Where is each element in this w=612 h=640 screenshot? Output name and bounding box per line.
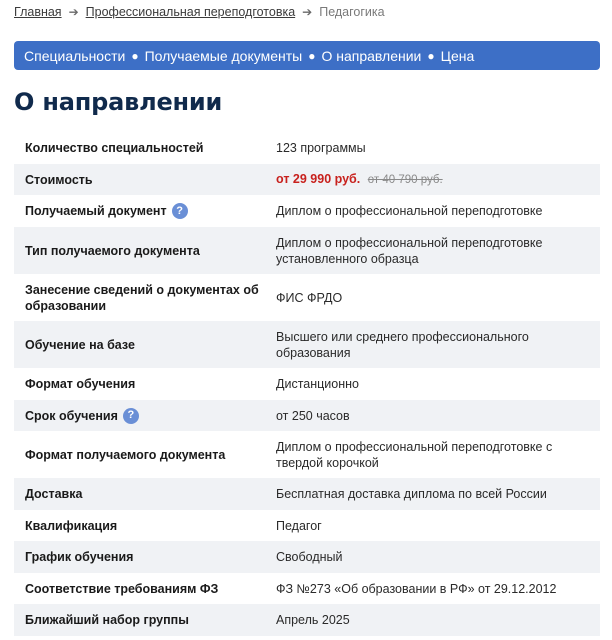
row-value: ФИС ФРДО (276, 290, 343, 305)
table-row (14, 400, 600, 431)
breadcrumb-current: Педагогика (319, 5, 385, 19)
dot-separator-icon: ● (427, 48, 435, 63)
row-value: 123 программы (276, 141, 366, 155)
row-value: Диплом о профессиональной переподготовке установленного образца (276, 235, 543, 266)
row-value: ФЗ №273 «Об образовании в РФ» от 29.12.2012 (276, 581, 557, 596)
current-price: от 29 990 руб. (276, 172, 361, 186)
row-label: Соответствие требованиям ФЗ (25, 581, 219, 596)
row-label: График обучения (25, 550, 134, 564)
info-table (14, 132, 600, 636)
row-label: Тип получаемого документа (25, 243, 200, 258)
dot-separator-icon: ● (131, 48, 139, 63)
row-label: Квалификация (25, 518, 118, 533)
row-label (14, 203, 276, 219)
row-label: Занесение сведений о документах об образовании (25, 282, 259, 313)
row-value: Высшего или среднего профессионального образования (276, 329, 529, 360)
table-row (14, 368, 600, 400)
breadcrumb-link-retraining[interactable]: Профессиональная переподготовка (85, 5, 296, 19)
breadcrumb-link-home[interactable]: Главная (14, 5, 62, 19)
table-row (14, 274, 600, 321)
table-row (14, 510, 600, 541)
dot-separator-icon: ● (308, 48, 316, 63)
row-value: Свободный (276, 550, 343, 564)
table-row (14, 164, 600, 195)
table-row (14, 478, 600, 510)
row-label: Стоимость (25, 172, 93, 187)
table-row (14, 321, 600, 368)
table-row (14, 431, 600, 478)
row-label: Формат обучения (25, 377, 136, 391)
row-value: Дистанционно (276, 377, 359, 391)
row-value: Диплом о профессиональной переподготовке (276, 204, 543, 218)
row-label: Доставка (25, 487, 83, 501)
arrow-right-icon: ➔ (68, 5, 79, 19)
table-row (14, 227, 600, 274)
row-value: Педагог (276, 518, 322, 533)
row-value: Бесплатная доставка диплома по всей России (276, 487, 547, 501)
row-label: Количество специальностей (25, 141, 204, 155)
nav-link-price[interactable]: Цена (440, 47, 475, 64)
row-value: Апрель 2025 (276, 613, 350, 627)
page-title: О направлении (14, 88, 223, 116)
section-nav-bar (14, 41, 600, 70)
nav-link-specialties[interactable]: Специальности (24, 47, 126, 64)
old-price: от 40 790 руб. (367, 174, 443, 186)
help-question-icon[interactable]: ? (123, 408, 139, 424)
breadcrumb (14, 4, 385, 20)
nav-link-about[interactable]: О направлении (321, 47, 422, 64)
nav-link-documents[interactable]: Получаемые документы (144, 47, 303, 64)
row-value: Диплом о профессиональной переподготовке с твердой корочкой (276, 439, 553, 470)
table-row (14, 604, 600, 636)
help-question-icon[interactable]: ? (172, 203, 188, 219)
row-label-text: Получаемый документ (25, 204, 167, 218)
table-row (14, 132, 600, 164)
row-value: от 250 часов (276, 408, 350, 423)
table-row (14, 541, 600, 573)
table-row (14, 573, 600, 604)
row-label: Ближайший набор группы (25, 613, 189, 627)
row-label-text: Срок обучения (25, 408, 118, 423)
row-label: Обучение на базе (25, 337, 135, 352)
row-value (276, 171, 600, 188)
table-row (14, 195, 600, 227)
arrow-right-icon: ➔ (302, 5, 313, 19)
row-label (14, 408, 276, 424)
row-label: Формат получаемого документа (25, 447, 226, 462)
